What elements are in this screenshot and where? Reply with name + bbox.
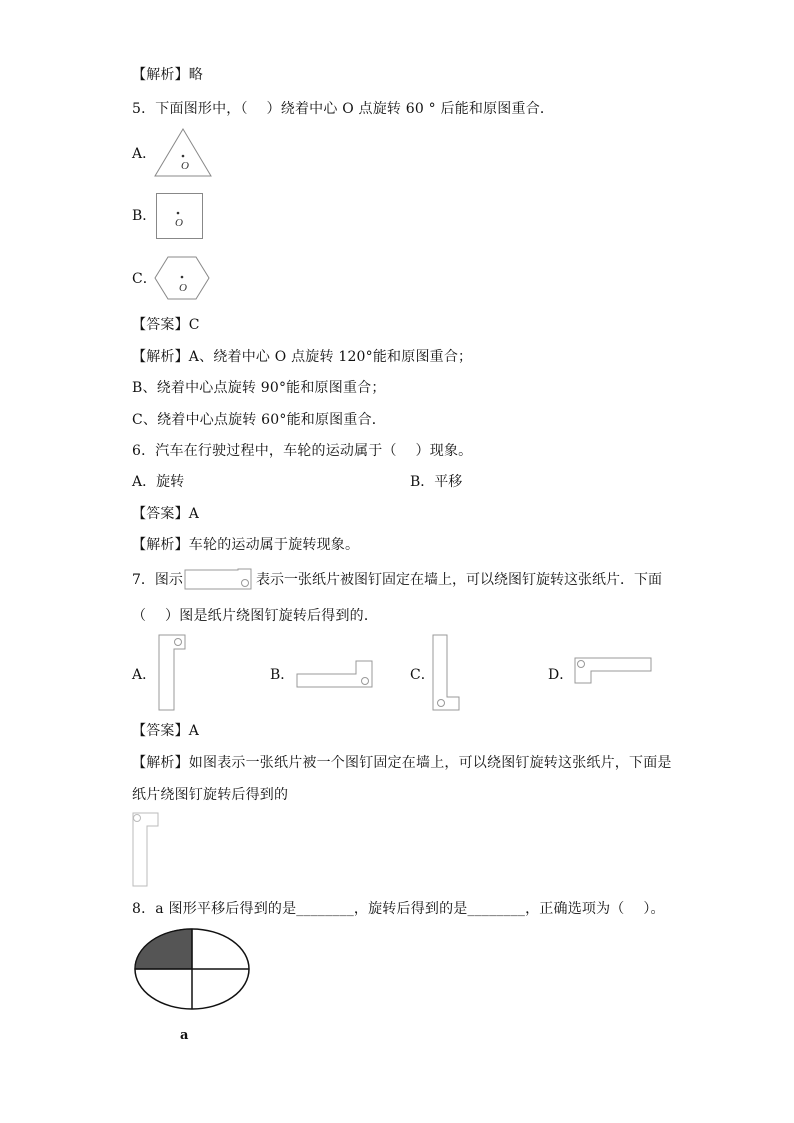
q7-analysis-line-2: 纸片绕图钉旋转后得到的 <box>132 787 289 803</box>
question-7-text: 表示一张纸片被图钉固定在墙上，可以绕图钉旋转这张纸片．下面 <box>256 572 662 588</box>
q5-option-b-label: B． <box>132 208 157 224</box>
paper-piece-figure <box>184 568 254 592</box>
q7-option-b-label: B． <box>270 667 295 683</box>
q6-answer: 【答案】A <box>132 506 200 522</box>
hexagon-figure <box>154 256 212 302</box>
question-8: 8．a 图形平移后得到的是________，旋转后得到的是________，正确选项为（ ）。 <box>132 901 665 917</box>
figure-a-caption: a <box>180 1028 189 1043</box>
q5-analysis-line-1: 【解析】A、绕着中心 O 点旋转 120°能和原图重合； <box>132 349 473 365</box>
question-7-line-2: （ ）图是纸片绕图钉旋转后得到的． <box>132 608 379 624</box>
analysis-line: 【解析】略 <box>132 67 203 83</box>
q7-option-a-label: A． <box>132 667 157 683</box>
ellipse-quarters-figure <box>134 928 254 1014</box>
q6-analysis: 【解析】车轮的运动属于旋转现象。 <box>132 537 360 553</box>
q7-option-d-figure <box>574 657 654 685</box>
q5-option-c-label: C． <box>132 271 157 287</box>
q7-answer: 【答案】A <box>132 723 200 739</box>
q5-analysis-line-2: B、绕着中心点旋转 90°能和原图重合； <box>132 380 386 396</box>
q7-option-b-figure <box>296 660 376 690</box>
q7-option-d-label: D． <box>548 667 574 683</box>
q7-option-a-figure <box>158 634 188 712</box>
center-o-label: O <box>175 217 183 229</box>
center-o-label: O <box>179 282 187 294</box>
q6-option-b: B．平移 <box>410 474 463 490</box>
q7-option-c-figure <box>432 634 462 712</box>
question-6: 6．汽车在行驶过程中，车轮的运动属于（ ）现象。 <box>132 443 473 459</box>
q5-answer: 【答案】C <box>132 317 200 333</box>
center-o-label: O <box>181 160 189 172</box>
triangle-figure <box>154 127 214 179</box>
q7-option-c-label: C． <box>410 667 435 683</box>
q7-analysis-line-1: 【解析】如图表示一张纸片被一个图钉固定在墙上，可以绕图钉旋转这张纸片，下面是 <box>132 755 672 771</box>
q5-option-a-label: A． <box>132 146 157 162</box>
square-figure <box>156 193 204 241</box>
q7-analysis-figure <box>132 812 162 888</box>
question-7-prefix: 7．图示 <box>132 572 183 588</box>
q5-analysis-line-3: C、绕着中心点旋转 60°能和原图重合． <box>132 412 386 428</box>
question-5: 5．下面图形中，（ ）绕着中心 O 点旋转 60 ° 后能和原图重合． <box>132 101 555 117</box>
q6-option-a: A．旋转 <box>132 474 185 490</box>
